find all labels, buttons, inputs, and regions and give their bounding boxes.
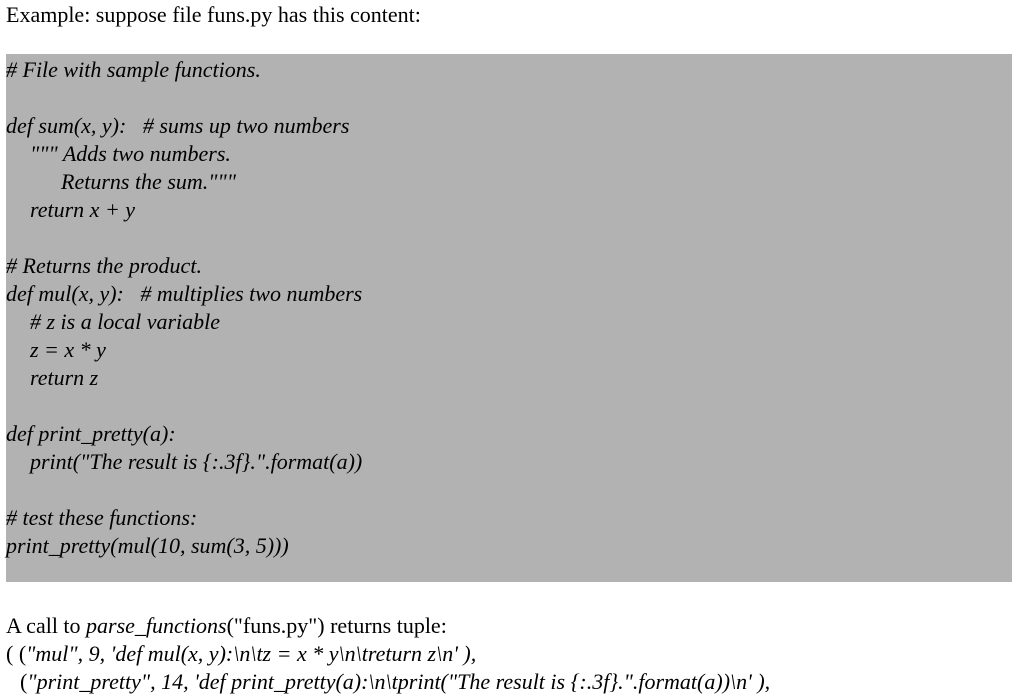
code-line: # z is a local variable bbox=[30, 309, 221, 334]
code-line-blank bbox=[6, 476, 1012, 504]
code-line: z = x * y bbox=[30, 337, 106, 362]
result-open: ( ( bbox=[6, 641, 27, 666]
code-line: Returns the sum.""" bbox=[61, 169, 236, 194]
code-line: def print_pretty(a): bbox=[6, 421, 176, 446]
code-line: """ Adds two numbers. bbox=[30, 141, 231, 166]
code-line: # Returns the product. bbox=[6, 253, 202, 278]
code-line-blank bbox=[6, 392, 1012, 420]
call-prefix: A call to bbox=[6, 613, 87, 638]
result-open: ( bbox=[20, 669, 28, 694]
result-entry-mul: "mul", 9, 'def mul(x, y):\n\tz = x * y\n\treturn z\n' ), bbox=[26, 641, 477, 666]
code-line-blank bbox=[6, 84, 1012, 112]
code-line: # test these functions: bbox=[6, 505, 198, 530]
code-line: def sum(x, y): # sums up two numbers bbox=[6, 113, 350, 138]
intro-text: Example: suppose file funs.py has this content: bbox=[6, 2, 421, 27]
code-line: return z bbox=[30, 365, 99, 390]
code-line: def mul(x, y): # multiplies two numbers bbox=[6, 281, 363, 306]
code-block bbox=[6, 54, 1012, 582]
call-description bbox=[6, 612, 447, 640]
result-line-2 bbox=[6, 668, 770, 696]
code-line: print_pretty(mul(10, sum(3, 5))) bbox=[6, 533, 289, 558]
function-name: parse_functions bbox=[86, 613, 227, 638]
code-line: return x + y bbox=[30, 197, 136, 222]
result-line-1 bbox=[6, 640, 476, 668]
code-line-blank bbox=[6, 224, 1012, 252]
result-entry-print-pretty: "print_pretty", 14, 'def print_pretty(a):\n\tprint("The result is {:.3f}.".format(a))\n' ), bbox=[27, 669, 771, 694]
code-line: # File with sample functions. bbox=[6, 57, 261, 82]
call-suffix: ("funs.py") returns tuple: bbox=[226, 613, 447, 638]
code-line: print("The result is {:.3f}.".format(a)) bbox=[30, 449, 363, 474]
